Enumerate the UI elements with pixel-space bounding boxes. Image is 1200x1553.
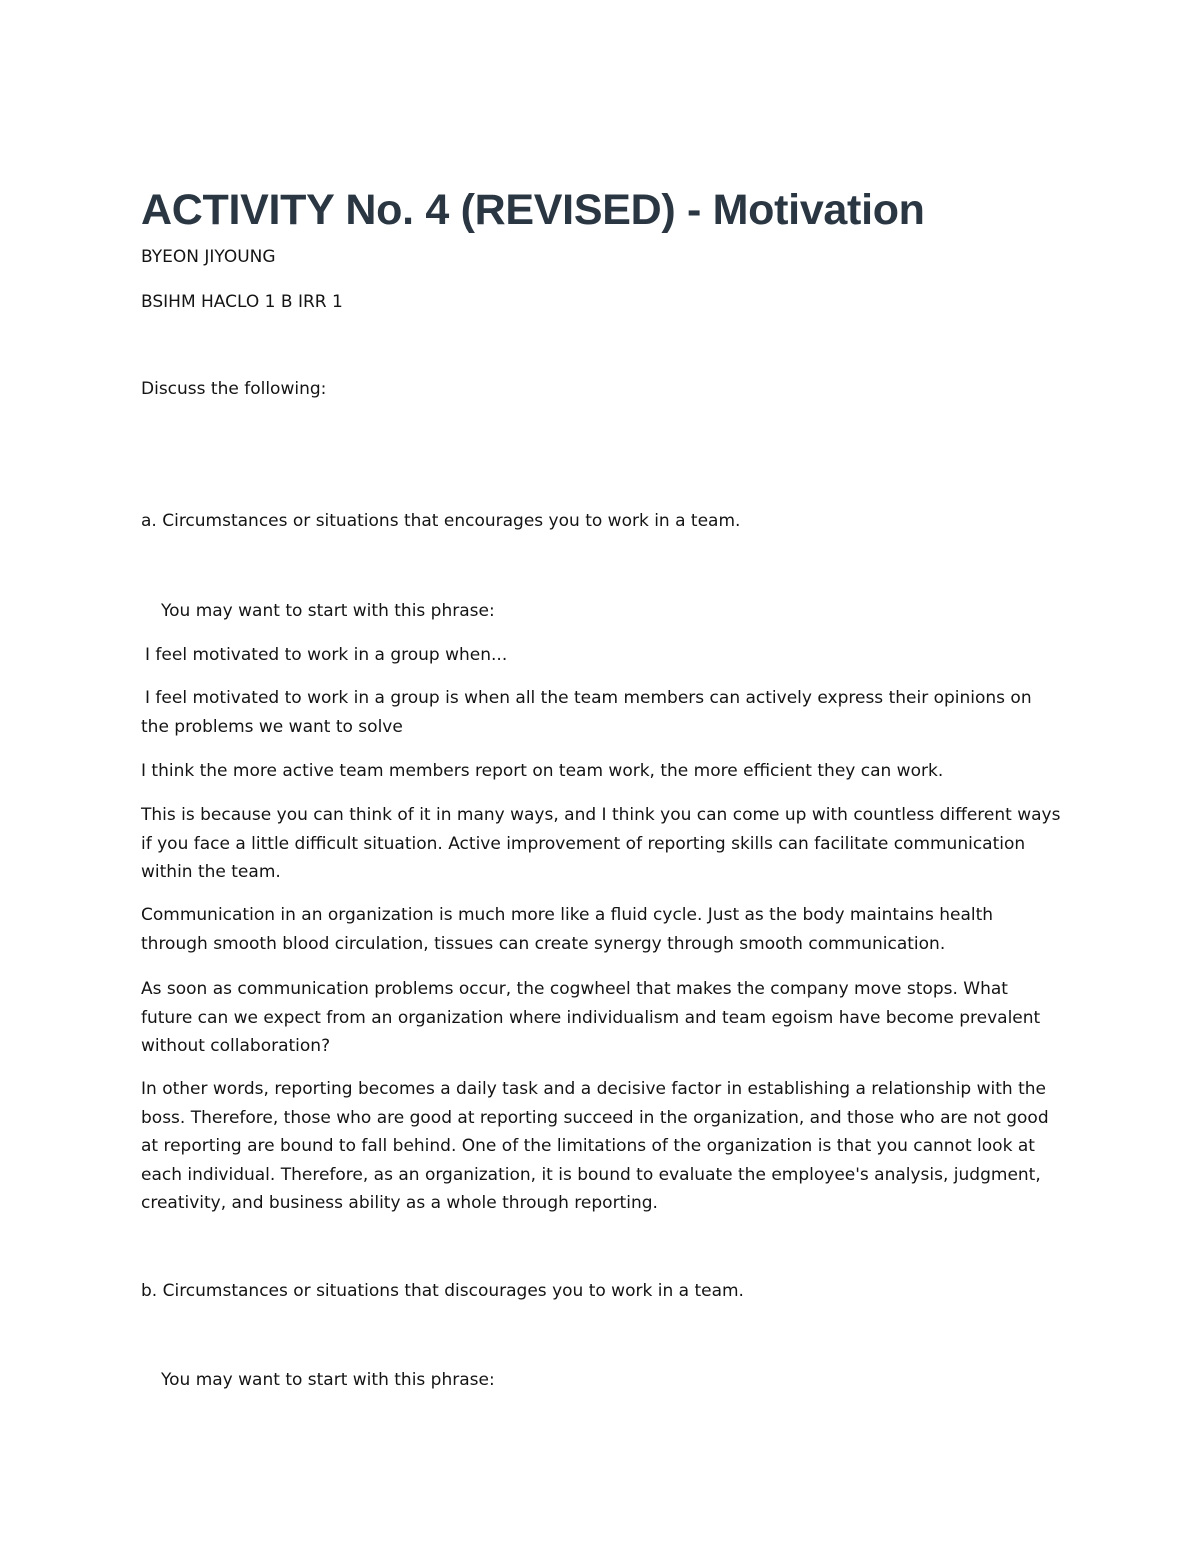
course-section: BSIHM HACLO 1 B IRR 1 <box>141 292 343 312</box>
document-title: ACTIVITY No. 4 (REVISED) - Motivation <box>141 186 925 234</box>
question-a-hint: You may want to start with this phrase: <box>161 601 495 621</box>
question-a-label: a. Circumstances or situations that encourages you to work in a team. <box>141 511 741 531</box>
answer-a-paragraph-5: As soon as communication problems occur, the cogwheel that makes the company move stops. What future can we expect from an organization where individualism and team egoism have become prevalent without collaboration? <box>141 979 1041 1056</box>
question-a-starter: I feel motivated to work in a group when... <box>145 645 508 665</box>
question-b-label: b. Circumstances or situations that discourages you to work in a team. <box>141 1281 744 1301</box>
instruction-text: Discuss the following: <box>141 379 327 399</box>
answer-a-paragraph-6: In other words, reporting becomes a daily task and a decisive factor in establishing a relationship with the boss. Therefore, those who are good at reporting succeed in the organization, and those who are not good at reporting are bound to fall behind. One of the limitations of the organization is that you cannot look at each individual. Therefore, as an organization, it is bound to evaluate the employee's analysis, judgment, creativity, and business ability as a whole through reporting. <box>141 1079 1049 1213</box>
question-b-hint: You may want to start with this phrase: <box>161 1370 495 1390</box>
answer-a-paragraph-1: I feel motivated to work in a group is when all the team members can actively express their opinions on the problems we want to solve <box>141 688 1032 737</box>
answer-a-paragraph-4: Communication in an organization is much more like a fluid cycle. Just as the body maintains health through smooth blood circulation, tissues can create synergy through smooth communication. <box>141 905 994 954</box>
answer-a-paragraph-2: I think the more active team members report on team work, the more efficient they can work. <box>141 761 944 781</box>
author-name: BYEON JIYOUNG <box>141 247 276 267</box>
answer-a-paragraph-3: This is because you can think of it in many ways, and I think you can come up with countless different ways if you face a little difficult situation. Active improvement of reporting skills can facilitate communication within the team. <box>141 805 1061 882</box>
